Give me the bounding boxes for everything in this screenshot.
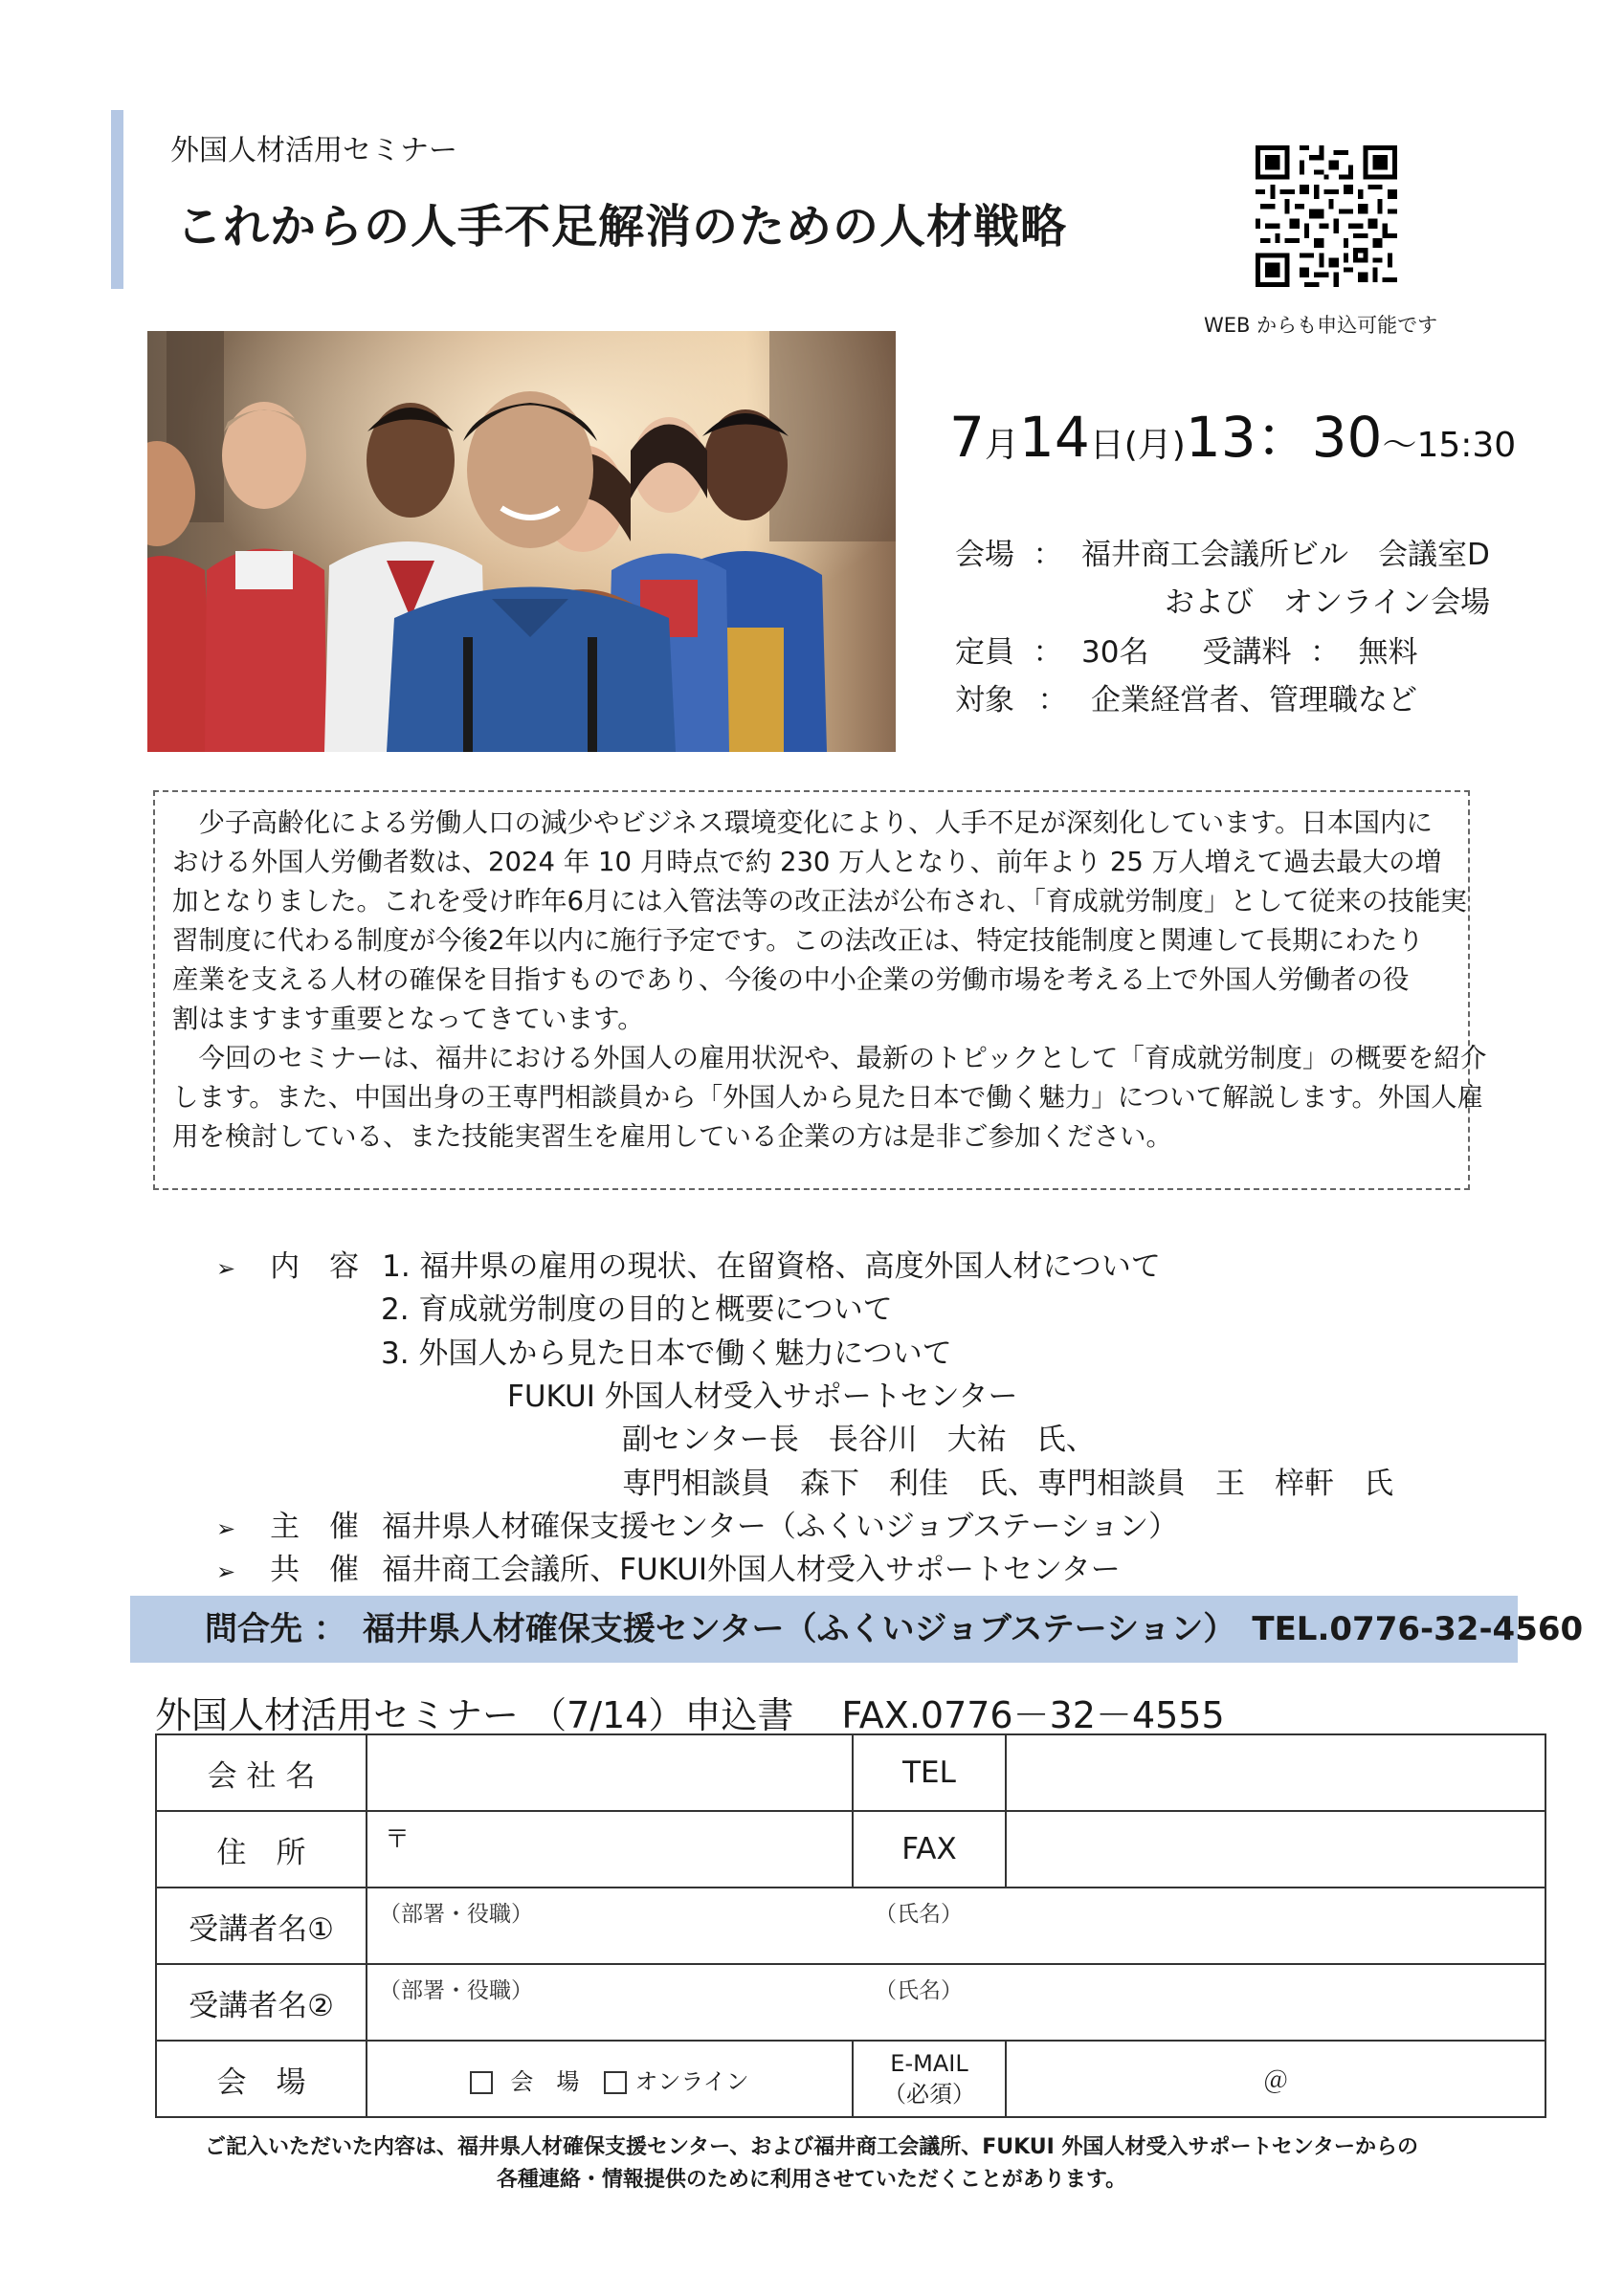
event-day: 14 — [1018, 405, 1090, 470]
online-checkbox[interactable] — [604, 2071, 627, 2094]
fax-input[interactable] — [1006, 1811, 1545, 1888]
fax-label: FAX — [853, 1811, 1006, 1888]
description-box — [153, 790, 1487, 1190]
host-row — [216, 1502, 1178, 1545]
form-row-venue — [156, 2041, 1545, 2117]
event-datetime — [949, 392, 1516, 473]
description-line: 習制度に代わる制度が今後2年以内に施行予定です。この法改正は、特定技能制度と関連して長期にわたり — [172, 925, 1424, 956]
cohost-label: 共 催 — [270, 1553, 360, 1587]
description-line: 少子高齢化による労働人口の減少やビジネス環境変化により、人手不足が深刻化しています。日本国内に — [198, 807, 1433, 838]
form-title-row — [155, 1686, 1225, 1738]
speaker-org: FUKUI 外国人材受入サポートセンター — [507, 1380, 1018, 1414]
description-paragraph-2 — [172, 1039, 1487, 1157]
contents-row — [216, 1242, 1161, 1285]
speaker-1: 副センター長 長谷川 大祐 氏、 — [622, 1423, 1096, 1457]
description-line: 割はますます重要となってきています。 — [172, 1004, 644, 1034]
description-line: おける外国人労働者数は、2024 年 10 月時点で約 230 万人となり、前年より 25 万人増えて過去最大の増 — [172, 847, 1442, 877]
capacity-value: 30名 — [1081, 635, 1149, 670]
dept-label: （部署・役職） — [379, 1902, 533, 1927]
web-apply-note: WEB からも申込可能です — [1204, 314, 1438, 337]
form-fax: FAX.0776－32－4555 — [841, 1694, 1225, 1736]
footer-note-line-2: 各種連絡・情報提供のために利用させていただくことがあります。 — [496, 2168, 1127, 2192]
capacity-label: 定員 — [955, 635, 1014, 670]
bullet-arrow-icon: ➢ — [216, 1558, 236, 1585]
venue-label: 会場 — [955, 538, 1014, 572]
cohost-row — [216, 1545, 1121, 1588]
attendee-1-label: 受講者名① — [156, 1888, 367, 1964]
attendee-1-input[interactable] — [367, 1888, 1545, 1964]
contents-label: 内 容 — [270, 1249, 360, 1284]
venue-choice — [367, 2041, 853, 2117]
email-label-cell — [853, 2041, 1006, 2117]
accent-bar — [111, 110, 123, 289]
form-row-attendee-1 — [156, 1888, 1545, 1964]
event-end-time: ～15:30 — [1382, 426, 1517, 465]
venue-online: および オンライン会場 — [1165, 585, 1491, 620]
address-label: 住 所 — [156, 1811, 367, 1888]
bullet-arrow-icon: ➢ — [216, 1515, 236, 1542]
event-month: 7 — [949, 405, 985, 470]
description-paragraph-1 — [172, 804, 1467, 1039]
application-form — [155, 1733, 1546, 2118]
form-row-company — [156, 1734, 1545, 1811]
contents-item-2: 2. 育成就労制度の目的と概要について — [381, 1292, 893, 1327]
attendee-2-input[interactable] — [367, 1964, 1545, 2041]
email-label: E-MAIL — [890, 2050, 968, 2077]
cohost-value: 福井商工会議所、FUKUI外国人材受入サポートセンター — [382, 1553, 1121, 1587]
tel-label: TEL — [853, 1734, 1006, 1811]
at-sign: ＠ — [1262, 2066, 1288, 2096]
dept-label: （部署・役職） — [379, 1978, 533, 2003]
form-row-attendee-2 — [156, 1964, 1545, 2041]
venue-row: 会場 ： 福井商工会議所ビル 会議室D — [955, 538, 1490, 572]
fee-value: 無料 — [1358, 635, 1418, 670]
event-start-time: 13：30 — [1185, 405, 1383, 470]
event-weekday: (月) — [1123, 426, 1186, 465]
venue-option-label: 会 場 — [510, 2067, 580, 2095]
audience-row: 対象 ： 企業経営者、管理職など — [955, 683, 1417, 718]
speaker-2: 専門相談員 森下 利佳 氏、専門相談員 王 梓軒 氏 — [622, 1467, 1393, 1501]
name-label: （氏名） — [875, 1902, 963, 1927]
company-input[interactable] — [367, 1734, 853, 1811]
form-row-address — [156, 1811, 1545, 1888]
venue-checkbox[interactable] — [470, 2071, 493, 2094]
description-line: 産業を支える人材の確保を目指すものであり、今後の中小企業の労働市場を考える上で外国人労働者の役 — [172, 964, 1410, 995]
host-label: 主 催 — [270, 1510, 360, 1544]
bullet-arrow-icon: ➢ — [216, 1255, 236, 1282]
host-value: 福井県人材確保支援センター（ふくいジョブステーション） — [382, 1510, 1179, 1544]
attendee-2-label: 受講者名② — [156, 1964, 367, 2041]
footer-note-line-1: ご記入いただいた内容は、福井県人材確保支援センター、および福井商工会議所、FUKUI 外国人材受入サポートセンターからの — [205, 2135, 1418, 2159]
venue-choice-label: 会 場 — [156, 2041, 367, 2117]
online-option-label: オンライン — [634, 2067, 749, 2095]
seminar-subtitle: 外国人材活用セミナー — [170, 134, 457, 167]
event-day-unit: 日 — [1089, 426, 1124, 465]
form-title: 外国人材活用セミナー （7/14）申込書 — [155, 1694, 794, 1736]
name-label: （氏名） — [875, 1978, 963, 2003]
qr-code-icon[interactable] — [1256, 145, 1397, 287]
email-required: （必須） — [883, 2081, 975, 2108]
address-input[interactable] — [367, 1811, 853, 1888]
event-month-unit: 月 — [984, 426, 1019, 465]
description-line: 今回のセミナーは、福井における外国人の雇用状況や、最新のトピックとして「育成就労制度」の概要を紹介 — [198, 1043, 1487, 1073]
email-input[interactable] — [1006, 2041, 1545, 2117]
description-line: 加となりました。これを受け昨年6月には入管法等の改正法が公布され、「育成就労制度」として従来の技能実 — [172, 886, 1467, 916]
inquiry-band: 問合先 ： 福井県人材確保支援センター（ふくいジョブステーション） TEL.0776-32-4560 — [130, 1596, 1518, 1663]
zip-mark: 〒 — [385, 1825, 411, 1854]
venue-value: 福井商工会議所ビル 会議室D — [1081, 538, 1490, 572]
capacity-row: 定員 ： 30名 受講料 ： 無料 — [955, 635, 1418, 670]
seminar-title: これからの人手不足解消のための人材戦略 — [176, 200, 1068, 254]
contents-item-3: 3. 外国人から見た日本で働く魅力について — [381, 1336, 952, 1371]
contents-item-1: 1. 福井県の雇用の現状、在留資格、高度外国人材について — [382, 1249, 1161, 1284]
description-line: 用を検討している、また技能実習生を雇用している企業の方は是非ご参加ください。 — [172, 1121, 1172, 1152]
audience-value: 企業経営者、管理職など — [1091, 683, 1417, 718]
fee-label: 受講料 — [1202, 635, 1292, 670]
hero-photo — [147, 331, 896, 752]
audience-label: 対象 — [955, 683, 1014, 718]
description-line: します。また、中国出身の王専門相談員から「外国人から見た日本で働く魅力」について解説します。外国人雇 — [172, 1082, 1484, 1113]
company-label: 会 社 名 — [156, 1734, 367, 1811]
tel-input[interactable] — [1006, 1734, 1545, 1811]
